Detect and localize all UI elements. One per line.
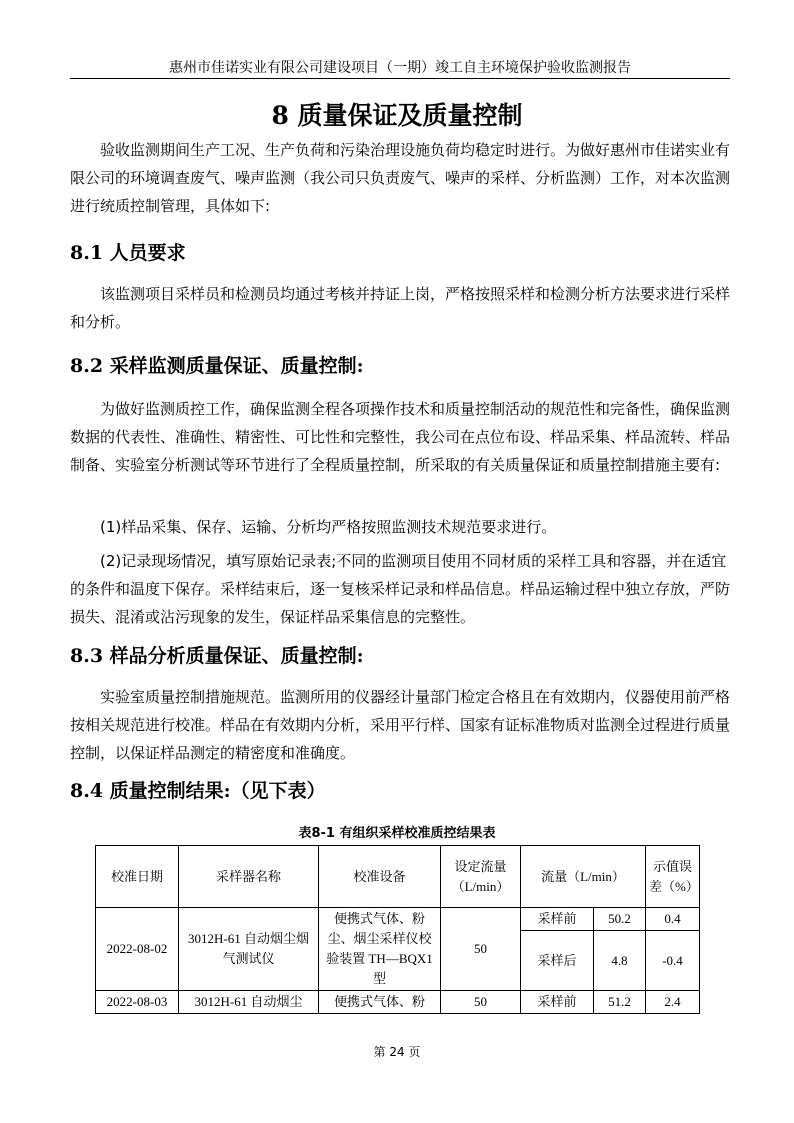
header-date: 校准日期 [96, 846, 179, 908]
cell-error: 2.4 [646, 991, 700, 1014]
cell-sampler: 3012H-61 自动烟尘 [179, 991, 319, 1014]
header-flow-set: 设定流量（L/min） [441, 846, 521, 908]
table-caption: 表8-1 有组织采样校准质控结果表 [298, 826, 496, 841]
cell-flow: 4.8 [594, 931, 646, 991]
cell-stage: 采样后 [521, 931, 594, 991]
intro-paragraph: 验收监测期间生产工况、生产负荷和污染治理设施负荷均稳定时进行。为做好惠州市佳诺实业有限公司的环境调查废气、噪声监测（我公司只负责废气、噪声的采样、分析监测）工作，对本次监测进行统质控制管理，具体如下: [70, 141, 731, 215]
header-sampler: 采样器名称 [179, 846, 319, 908]
paragraph-8-1: 该监测项目采样员和检测员均通过考核并持证上岗，严格按照采样和检测分析方法要求进行采样和分析。 [70, 285, 731, 331]
cell-date: 2022-08-03 [96, 991, 179, 1014]
cell-sampler: 3012H-61 自动烟尘烟气测试仪 [179, 908, 319, 991]
cell-flow-set: 50 [441, 991, 521, 1014]
cell-error: -0.4 [646, 931, 700, 991]
header-error: 示值误差（%） [646, 846, 700, 908]
table-header-row [96, 846, 700, 908]
heading-8-4: 8.4 质量控制结果:（见下表） [70, 780, 326, 802]
paragraph-8-3: 实验室质量控制措施规范。监测所用的仪器经计量部门检定合格且在有效期内，仪器使用前严格按相关规范进行校准。样品在有效期内分析，采用平行样、国家有证标准物质对监测全过程进行质量控制，以保证样品测定的精密度和准确度。 [70, 688, 731, 762]
heading-8-2: 8.2 采样监测质量保证、质量控制: [70, 355, 364, 377]
heading-8-1: 8.1 人员要求 [70, 242, 186, 264]
qc-table [95, 845, 700, 1014]
cell-device: 便携式气体、粉 [319, 991, 441, 1014]
list-item-2: (2)记录现场情况，填写原始记录表;不同的监测项目使用不同材质的采样工具和容器，并在适宜的条件和温度下保存。采样结束后，逐一复核采样记录和样品信息。样品运输过程中独立存放，严防损失、混淆或沾污现象的发生，保证样品采集信息的完整性。 [70, 552, 731, 626]
list-item-1: (1)样品采集、保存、运输、分析均严格按照监测技术规范要求进行。 [100, 518, 557, 536]
page-header: 惠州市佳诺实业有限公司建设项目（一期）竣工自主环境保护验收监测报告 [70, 58, 730, 79]
cell-date: 2022-08-02 [96, 908, 179, 991]
table-row [96, 908, 700, 931]
cell-device: 便携式气体、粉尘、烟尘采样仪校验装置 TH—BQX1 型 [319, 908, 441, 991]
cell-error: 0.4 [646, 908, 700, 931]
page-number: 第 24 页 [373, 1045, 421, 1059]
table-row [96, 991, 700, 1014]
cell-stage: 采样前 [521, 908, 594, 931]
section-title: 8 质量保证及质量控制 [271, 101, 523, 130]
cell-stage: 采样前 [521, 991, 594, 1014]
header-device: 校准设备 [319, 846, 441, 908]
cell-flow: 51.2 [594, 991, 646, 1014]
cell-flow-set: 50 [441, 908, 521, 991]
heading-8-3: 8.3 样品分析质量保证、质量控制: [70, 645, 364, 667]
paragraph-8-2: 为做好监测质控工作，确保监测全程各项操作技术和质量控制活动的规范性和完备性，确保监测数据的代表性、准确性、精密性、可比性和完整性，我公司在点位布设、样品采集、样品流转、样品制备、实验室分析测试等环节进行了全程质量控制，所采取的有关质量保证和质量控制措施主要有: [70, 400, 731, 474]
cell-flow: 50.2 [594, 908, 646, 931]
header-flow: 流量（L/min） [521, 846, 646, 908]
